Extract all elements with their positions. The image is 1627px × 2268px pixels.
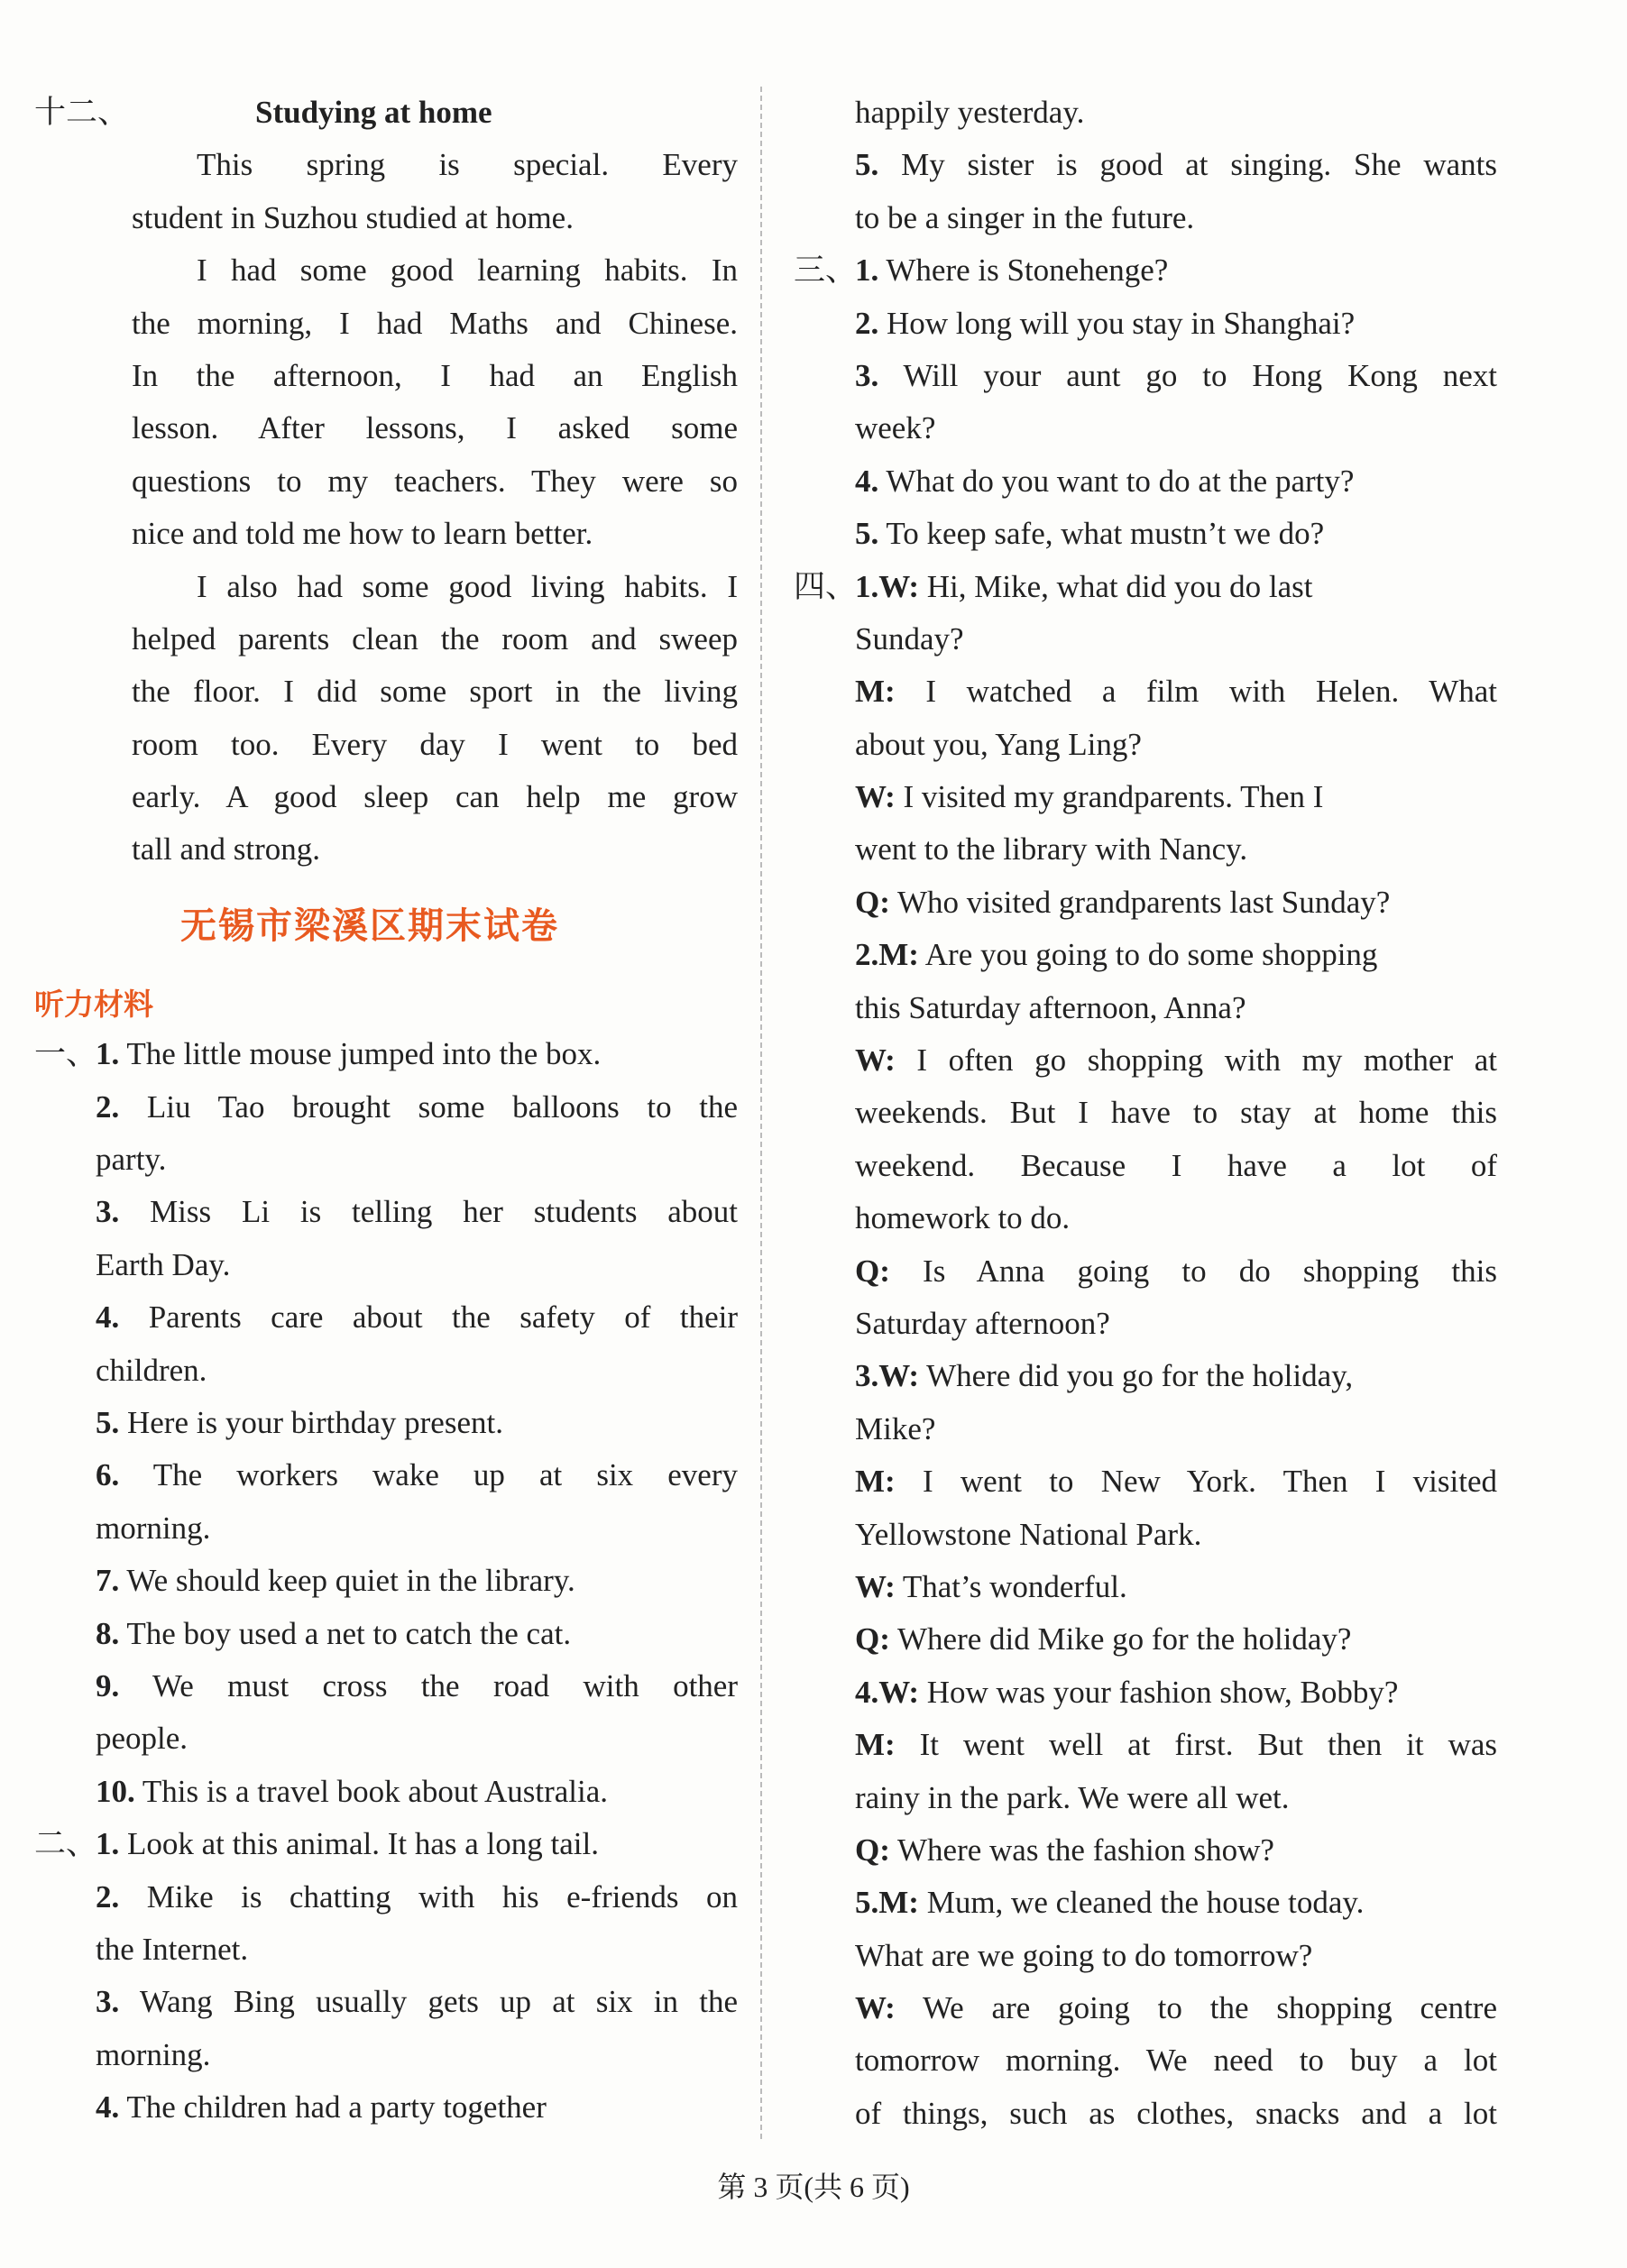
item-text: children. — [96, 1352, 207, 1388]
item-text: Look at this animal. It has a long tail. — [127, 1826, 599, 1862]
essay-title: Studying at home — [255, 95, 492, 130]
list-line — [34, 1871, 738, 1924]
dialogue-text: I often go shopping with my mother at — [916, 1042, 1497, 1079]
dialogue-text: rainy in the park. We were all wet. — [855, 1779, 1290, 1815]
item-number: 8. — [96, 1615, 120, 1651]
dialogue-text: this Saturday afternoon, Anna? — [855, 989, 1246, 1025]
speaker-label: M: — [878, 1885, 919, 1921]
dialogue-text: tomorrow morning. We need to buy a lot — [855, 2043, 1497, 2079]
list-line — [34, 2029, 738, 2081]
dialogue-line — [794, 1772, 1497, 1824]
sub-title: 听力材料 — [34, 986, 153, 1022]
dialogue-line — [794, 719, 1497, 771]
dialogue-line — [794, 1613, 1497, 1666]
item-number: 2. — [96, 1088, 120, 1125]
item-number: 9. — [96, 1667, 120, 1703]
item-number: 4. — [96, 1299, 120, 1336]
part-mark: 四、 — [794, 568, 858, 604]
essay-line: early. A good sleep can help me grow — [132, 779, 738, 815]
speaker-label: M: — [855, 1727, 896, 1763]
part-two-list — [34, 1818, 738, 2134]
dialogue-text: Who visited grandparents last Sunday? — [897, 884, 1391, 920]
item-number: 5. — [96, 1404, 120, 1440]
dialogue-line — [794, 1350, 1497, 1402]
column-divider — [760, 87, 762, 2139]
part-one-list — [34, 1028, 738, 1818]
item-text: The little mouse jumped into the box. — [126, 1036, 602, 1072]
list-line — [34, 1766, 738, 1818]
list-line — [794, 139, 1497, 191]
part-mark: 三、 — [794, 253, 858, 289]
item-number: 1. — [96, 1036, 120, 1072]
dialogue-line — [794, 1509, 1497, 1561]
dialogue-text: weekends. But I have to stay at home this — [855, 1095, 1497, 1131]
speaker-label: Q: — [855, 884, 890, 920]
item-text: My sister is good at singing. She wants — [901, 147, 1497, 183]
list-line — [34, 1555, 738, 1607]
item-text: the Internet. — [96, 1931, 249, 1967]
item-number: 3. — [855, 1358, 879, 1394]
item-text: to be a singer in the future. — [855, 199, 1195, 235]
list-line — [34, 1397, 738, 1449]
item-number: 10. — [96, 1773, 135, 1809]
speaker-label: Q: — [855, 1621, 890, 1657]
item-number: 5. — [855, 516, 879, 552]
right-column — [794, 87, 1497, 2140]
dialogue-text: Hi, Mike, what did you do last — [926, 568, 1313, 604]
dialogue-line — [794, 1298, 1497, 1350]
essay-line: student in Suzhou studied at home. — [132, 199, 574, 235]
part-mark: 二、 — [34, 1826, 98, 1862]
page-footer: 第 3 页(共 6 页) — [717, 2171, 910, 2203]
list-line — [34, 1186, 738, 1238]
part-four-dialogues — [794, 561, 1497, 2141]
dialogue-text: How was your fashion show, Bobby? — [926, 1674, 1399, 1710]
list-line — [34, 1976, 738, 2028]
item-text: Wang Bing usually gets up at six in the — [139, 1984, 738, 2020]
dialogue-line — [794, 1930, 1497, 1982]
dialogue-text: I visited my grandparents. Then I — [903, 779, 1324, 815]
dialogue-text: Yellowstone National Park. — [855, 1516, 1202, 1552]
item-text: morning. — [96, 1510, 211, 1546]
speaker-label: W: — [878, 1674, 919, 1710]
dialogue-line — [794, 1245, 1497, 1298]
dialogue-text: of things, such as clothes, snacks and a lot — [855, 2095, 1497, 2131]
dialogue-text: I went to New York. Then I visited — [922, 1464, 1497, 1500]
list-line — [794, 192, 1497, 244]
list-line — [794, 87, 1497, 139]
dialogue-line — [794, 1877, 1497, 1929]
dialogue-text: That’s wonderful. — [902, 1568, 1127, 1604]
list-line — [34, 1818, 738, 1870]
dialogue-text: Mike? — [855, 1410, 936, 1446]
item-text: To keep safe, what mustn’t we do? — [886, 516, 1325, 552]
essay-line: the floor. I did some sport in the living — [132, 674, 738, 710]
dialogue-line — [794, 877, 1497, 929]
item-text: The boy used a net to catch the cat. — [126, 1615, 572, 1651]
item-text: Liu Tao brought some balloons to the — [146, 1088, 738, 1125]
dialogue-line — [794, 1455, 1497, 1508]
item-text: How long will you stay in Shanghai? — [887, 305, 1356, 341]
item-text: party. — [96, 1142, 167, 1178]
dialogue-line — [794, 1561, 1497, 1613]
item-number: 1. — [855, 253, 879, 289]
item-number: 3. — [96, 1984, 120, 2020]
dialogue-text: about you, Yang Ling? — [855, 726, 1142, 762]
essay-line: In the afternoon, I had an English — [132, 357, 738, 393]
item-text: morning. — [96, 2036, 211, 2072]
essay-line: I had some good learning habits. In — [197, 253, 738, 289]
item-text: Parents care about the safety of their — [148, 1299, 738, 1336]
item-number: 3. — [855, 357, 879, 393]
essay-line: questions to my teachers. They were so — [132, 463, 738, 499]
dialogue-text: weekend. Because I have a lot of — [855, 1147, 1497, 1183]
dialogue-text: Sunday? — [855, 620, 964, 657]
dialogue-line — [794, 561, 1497, 613]
essay-line: helped parents clean the room and sweep — [132, 620, 738, 657]
speaker-label: W: — [878, 1358, 919, 1394]
essay-header — [34, 87, 738, 139]
essay-line: I also had some good living habits. I — [197, 568, 738, 604]
dialogue-line — [794, 1403, 1497, 1455]
item-number: 3. — [96, 1194, 120, 1230]
speaker-label: Q: — [855, 1253, 890, 1289]
dialogue-line — [794, 1192, 1497, 1244]
dialogue-line — [794, 1667, 1497, 1719]
item-number: 6. — [96, 1457, 120, 1493]
item-text: Miss Li is telling her students about — [150, 1194, 738, 1230]
list-line — [794, 402, 1497, 455]
list-line — [34, 2081, 738, 2134]
essay-line: room too. Every day I went to bed — [132, 726, 738, 762]
speaker-label: M: — [855, 1464, 896, 1500]
item-text: Where is Stonehenge? — [886, 253, 1169, 289]
list-line — [34, 1502, 738, 1555]
dialogue-line — [794, 982, 1497, 1034]
list-line — [34, 1345, 738, 1397]
item-text: The workers wake up at six every — [152, 1457, 738, 1493]
item-number: 4. — [96, 2089, 120, 2126]
item-number: 2. — [855, 937, 879, 973]
dialogue-line — [794, 929, 1497, 981]
item-text: This is a travel book about Australia. — [142, 1773, 609, 1809]
dialogue-line — [794, 1087, 1497, 1139]
item-text: Mike is chatting with his e-friends on — [146, 1878, 738, 1914]
item-number: 5. — [855, 147, 879, 183]
dialogue-text: We are going to the shopping centre — [922, 1990, 1497, 2026]
item-text: The children had a party together — [126, 2089, 547, 2126]
dialogue-line — [794, 771, 1497, 823]
essay-line: nice and told me how to learn better. — [132, 516, 593, 552]
dialogue-text: Mum, we cleaned the house today. — [926, 1885, 1365, 1921]
item-text: What do you want to do at the party? — [886, 463, 1355, 499]
dialogue-line — [794, 2034, 1497, 2087]
dialogue-text: What are we going to do tomorrow? — [855, 1937, 1313, 1973]
speaker-label: W: — [855, 1042, 896, 1079]
item-number: 1. — [855, 568, 879, 604]
list-line — [34, 1291, 738, 1344]
list-line — [794, 244, 1497, 297]
speaker-label: W: — [855, 1990, 896, 2026]
left-column — [34, 87, 738, 2134]
dialogue-line — [794, 2088, 1497, 2140]
dialogue-text: Is Anna going to do shopping this — [923, 1253, 1497, 1289]
essay-body — [34, 139, 738, 876]
list-line — [34, 1081, 738, 1134]
item-text: happily yesterday. — [855, 95, 1085, 130]
part-three-list — [794, 244, 1497, 560]
dialogue-text: Are you going to do some shopping — [924, 937, 1378, 973]
dialogue-line — [794, 823, 1497, 876]
item-number: 4. — [855, 1674, 879, 1710]
list-line — [34, 1449, 738, 1501]
item-number: 2. — [855, 305, 879, 341]
dialogue-text: Where did Mike go for the holiday? — [897, 1621, 1352, 1657]
item-number: 5. — [855, 1885, 879, 1921]
dialogue-line — [794, 1140, 1497, 1192]
list-line — [794, 455, 1497, 508]
item-text: Here is your birthday present. — [127, 1404, 503, 1440]
dialogue-text: went to the library with Nancy. — [855, 831, 1248, 868]
dialogue-text: Where was the fashion show? — [897, 1832, 1274, 1868]
speaker-label: M: — [855, 674, 896, 710]
dialogue-text: Where did you go for the holiday, — [926, 1358, 1354, 1394]
part-two-continued — [794, 87, 1497, 244]
item-number: 2. — [96, 1878, 120, 1914]
dialogue-text: Saturday afternoon? — [855, 1305, 1110, 1341]
dialogue-line — [794, 1719, 1497, 1771]
list-line — [34, 1660, 738, 1712]
list-line — [34, 1924, 738, 1976]
essay-line: This spring is special. Every — [197, 147, 738, 183]
item-text: We must cross the road with other — [152, 1667, 738, 1703]
item-number: 1. — [96, 1826, 120, 1862]
dialogue-line — [794, 1982, 1497, 2034]
dialogue-text: I watched a film with Helen. What — [925, 674, 1497, 710]
item-text: week? — [855, 410, 936, 446]
list-line — [34, 1134, 738, 1186]
item-text: We should keep quiet in the library. — [126, 1563, 575, 1599]
list-line — [34, 1028, 738, 1080]
part-mark: 一、 — [34, 1036, 98, 1072]
essay-mark: 十二、 — [34, 95, 130, 130]
dialogue-text: homework to do. — [855, 1200, 1071, 1236]
item-text: Earth Day. — [96, 1246, 231, 1282]
essay-line: the morning, I had Maths and Chinese. — [132, 305, 738, 341]
essay-line: tall and strong. — [132, 831, 320, 868]
dialogue-text: It went well at first. But then it was — [919, 1727, 1497, 1763]
speaker-label: M: — [878, 937, 919, 973]
list-line — [794, 350, 1497, 402]
item-text: people. — [96, 1721, 188, 1757]
item-text: Will your aunt go to Hong Kong next — [903, 357, 1497, 393]
list-line — [34, 1712, 738, 1765]
speaker-label: Q: — [855, 1832, 890, 1868]
essay-line: lesson. After lessons, I asked some — [132, 410, 738, 446]
list-line — [794, 508, 1497, 560]
speaker-label: W: — [878, 568, 919, 604]
list-line — [34, 1608, 738, 1660]
section-title: 无锡市梁溪区期末试卷 — [180, 904, 559, 947]
dialogue-line — [794, 1034, 1497, 1087]
speaker-label: W: — [855, 779, 896, 815]
dialogue-line — [794, 1824, 1497, 1877]
item-number: 7. — [96, 1563, 120, 1599]
dialogue-line — [794, 666, 1497, 718]
item-number: 4. — [855, 463, 879, 499]
list-line — [34, 1239, 738, 1291]
dialogue-line — [794, 613, 1497, 666]
list-line — [794, 298, 1497, 350]
speaker-label: W: — [855, 1568, 896, 1604]
